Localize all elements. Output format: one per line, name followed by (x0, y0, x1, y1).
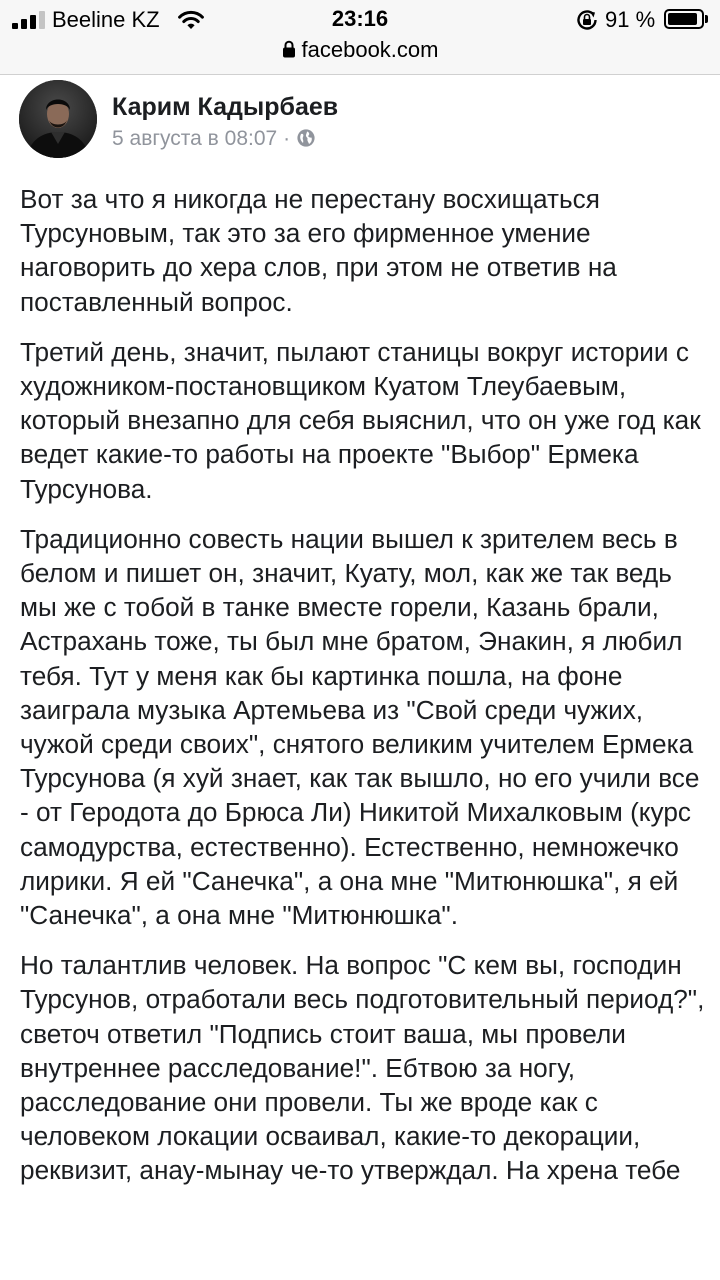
carrier-name: Beeline KZ (52, 7, 160, 32)
orientation-lock-icon (575, 9, 599, 31)
battery-tip (705, 15, 708, 23)
post-author-name[interactable]: Карим Кадырбаев (112, 93, 339, 121)
lock-icon (282, 40, 296, 58)
meta-separator: · (283, 127, 291, 150)
browser-url-bar[interactable] (0, 37, 720, 75)
clock: 23:16 (331, 6, 389, 31)
battery-level (668, 13, 697, 25)
avatar-image (19, 80, 97, 158)
url-text[interactable]: facebook.com (301, 37, 439, 62)
post-timestamp[interactable]: 5 августа в 08:07 (112, 127, 278, 150)
post-meta (112, 127, 316, 151)
battery-icon (664, 9, 704, 29)
post-paragraph-1: Вот за что я никогда не перестану восхищаться Турсуновым, так это за его фирменное умение наговорить до хера слов, при этом не ответив на поставленный вопрос. (20, 184, 617, 317)
globe-icon (296, 128, 316, 148)
url-container[interactable] (0, 37, 720, 63)
avatar[interactable] (19, 80, 97, 158)
post-paragraph-3: Традиционно совесть нации вышел к зрителем весь в белом и пишет он, значит, Куату, мол, как же так ведь мы же с тобой в танке вместе горели, Казань брали, Астрахань тоже, ты был мне братом, Энакин, я любил тебя. Тут у меня как бы картинка пошла, на фоне заиграла музыка Артемьева из "Свой среди чужих, чужой среди своих", снятого великим учителем Ермека Турсунова (я хуй знает, как так вышло, но его учили все - от Геродота до Брюса Ли) Никитой Михалковым (курс самодурства, естественно). Естественно, немножечко лирики. Я ей "Санечка", а она мне "Митюнюшка", я ей "Санечка", а она мне "Митюнюшка". (20, 523, 700, 931)
post-paragraph-2: Третий день, значит, пылают станицы вокруг истории с художником-постановщиком Куатом Тлеубаевым, который внезапно для себя выяснил, что он уже год как ведет какие-то работы на проекте "Выбор" Ермека Турсунова. (20, 336, 701, 504)
post-paragraph-4: Но талантлив человек. На вопрос "С кем вы, господин Турсунов, отработали весь подготовительный период?", светоч ответил "Подпись стоит ваша, мы провели внутреннее расследование!". Ебтвою за ногу, расследование они провели. Ты же вроде как с человеком локации осваивал, какие-то декорации, реквизит, анау-мынау че-то утверждал. На хрена тебе (20, 950, 705, 1186)
post-body (20, 182, 706, 1204)
battery-percentage: 91 % (605, 7, 656, 32)
status-bar (0, 0, 720, 40)
